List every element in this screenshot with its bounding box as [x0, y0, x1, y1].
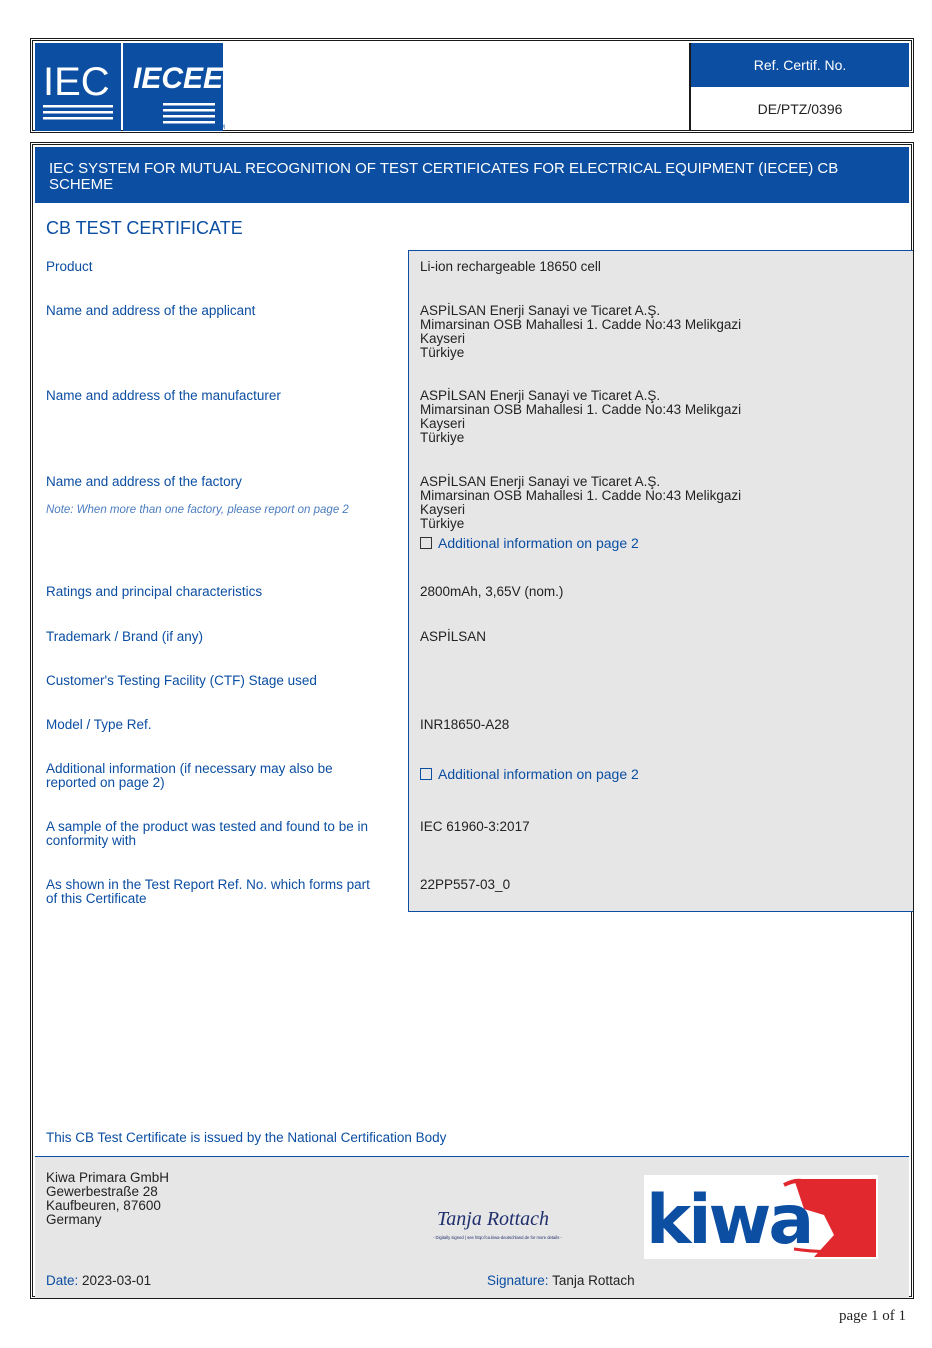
checkbox-unchecked[interactable] [420, 537, 432, 549]
trademark-label: Trademark / Brand (if any) [46, 629, 204, 644]
date-value: 2023-03-01 [82, 1273, 152, 1288]
address-line: ASPİLSAN Enerji Sanayi ve Ticaret A.Ş. [420, 303, 661, 318]
address-line: Türkiye [420, 516, 465, 531]
svg-text:- Digitally signed | see http:: - Digitally signed | see http://ca.kiwa-deutschland.de for more details - [433, 1235, 562, 1240]
checkbox-label: Additional information on page 2 [438, 766, 639, 782]
address-line: ASPİLSAN Enerji Sanayi ve Ticaret A.Ş. [420, 388, 661, 403]
checkbox-label: Additional information on page 2 [438, 535, 639, 551]
iec-iecee-logo [35, 43, 225, 131]
scheme-title: IEC SYSTEM FOR MUTUAL RECOGNITION OF TEST CERTIFICATES FOR ELECTRICAL EQUIPMENT (IECEE) CB SCHEME [35, 147, 909, 203]
certification-body-address [46, 1171, 169, 1227]
address-line: Mimarsinan OSB Mahallesi 1. Cadde No:43 Melikgazi [420, 402, 742, 417]
issue-date [46, 1273, 151, 1288]
model-label: Model / Type Ref. [46, 717, 152, 732]
iec-logo-text: IEC [43, 60, 110, 104]
address-line: Türkiye [420, 430, 465, 445]
signature-name: Tanja Rottach [552, 1273, 635, 1288]
address-line: Mimarsinan OSB Mahallesi 1. Cadde No:43 Melikgazi [420, 317, 742, 332]
address-line: Kayseri [420, 331, 466, 346]
iecee-logo-text: IECEE [133, 62, 224, 95]
factory-label: Name and address of the factory [46, 474, 242, 489]
issued-by-statement: This CB Test Certificate is issued by the National Certification Body [46, 1130, 447, 1145]
kiwa-logo [644, 1175, 878, 1259]
address-line: Mimarsinan OSB Mahallesi 1. Cadde No:43 Melikgazi [420, 488, 742, 503]
signature-label: Signature: [487, 1273, 549, 1288]
label-line: As shown in the Test Report Ref. No. which forms part [46, 877, 370, 892]
trademark-value: ASPİLSAN [420, 629, 487, 644]
additional-info-label [46, 762, 386, 790]
factory-additional-info[interactable] [420, 535, 639, 551]
checkbox-unchecked[interactable] [420, 768, 432, 780]
label-line: Additional information (if necessary may also be [46, 761, 333, 776]
address-line: ASPİLSAN Enerji Sanayi ve Ticaret A.Ş. [420, 474, 661, 489]
model-value: INR18650-A28 [420, 717, 510, 732]
test-report-number: 22PP557-03_0 [420, 877, 511, 892]
applicant-label: Name and address of the applicant [46, 303, 256, 318]
ratings-label: Ratings and principal characteristics [46, 584, 263, 599]
ref-cert-number: DE/PTZ/0396 [757, 101, 843, 117]
conformity-label [46, 820, 386, 848]
factory-note: Note: When more than one factory, please report on page 2 [46, 504, 349, 516]
factory-address [420, 475, 741, 531]
product-value: Li-ion rechargeable 18650 cell [420, 259, 601, 274]
additional-info-checkbox[interactable] [420, 766, 639, 782]
ref-cert-label: Ref. Certif. No. [691, 43, 909, 87]
svg-text:TM: TM [216, 125, 225, 131]
date-label: Date: [46, 1273, 79, 1288]
ratings-value: 2800mAh, 3,65V (nom.) [420, 584, 564, 599]
address-line: Kaufbeuren, 87600 [46, 1198, 161, 1213]
address-line: Kayseri [420, 416, 466, 431]
label-line: A sample of the product was tested and found to be in [46, 819, 368, 834]
svg-text:kiwa: kiwa [646, 1181, 812, 1259]
label-line: reported on page 2) [46, 775, 165, 790]
ref-certificate-box [689, 43, 909, 131]
product-label: Product [46, 259, 93, 274]
test-report-label [46, 878, 386, 906]
signature-line [487, 1273, 635, 1288]
certificate-header [30, 38, 914, 133]
label-line: conformity with [46, 833, 137, 848]
svg-text:Tanja Rottach: Tanja Rottach [437, 1208, 550, 1230]
page-number: page 1 of 1 [838, 1308, 906, 1324]
label-line: of this Certificate [46, 891, 147, 906]
applicant-address [420, 304, 741, 360]
address-line: Germany [46, 1212, 102, 1227]
ctf-label: Customer's Testing Facility (CTF) Stage used [46, 673, 317, 688]
address-line: Kiwa Primara GmbH [46, 1170, 170, 1185]
manufacturer-address [420, 389, 741, 445]
address-line: Gewerbestraße 28 [46, 1184, 158, 1199]
certificate-footer [35, 1156, 909, 1298]
address-line: Türkiye [420, 345, 465, 360]
conformity-standard: IEC 61960-3:2017 [420, 819, 530, 834]
certificate-title: CB TEST CERTIFICATE [46, 218, 243, 238]
address-line: Kayseri [420, 502, 466, 517]
manufacturer-label: Name and address of the manufacturer [46, 388, 281, 403]
certificate-body [30, 142, 914, 1299]
handwritten-signature [431, 1195, 611, 1245]
